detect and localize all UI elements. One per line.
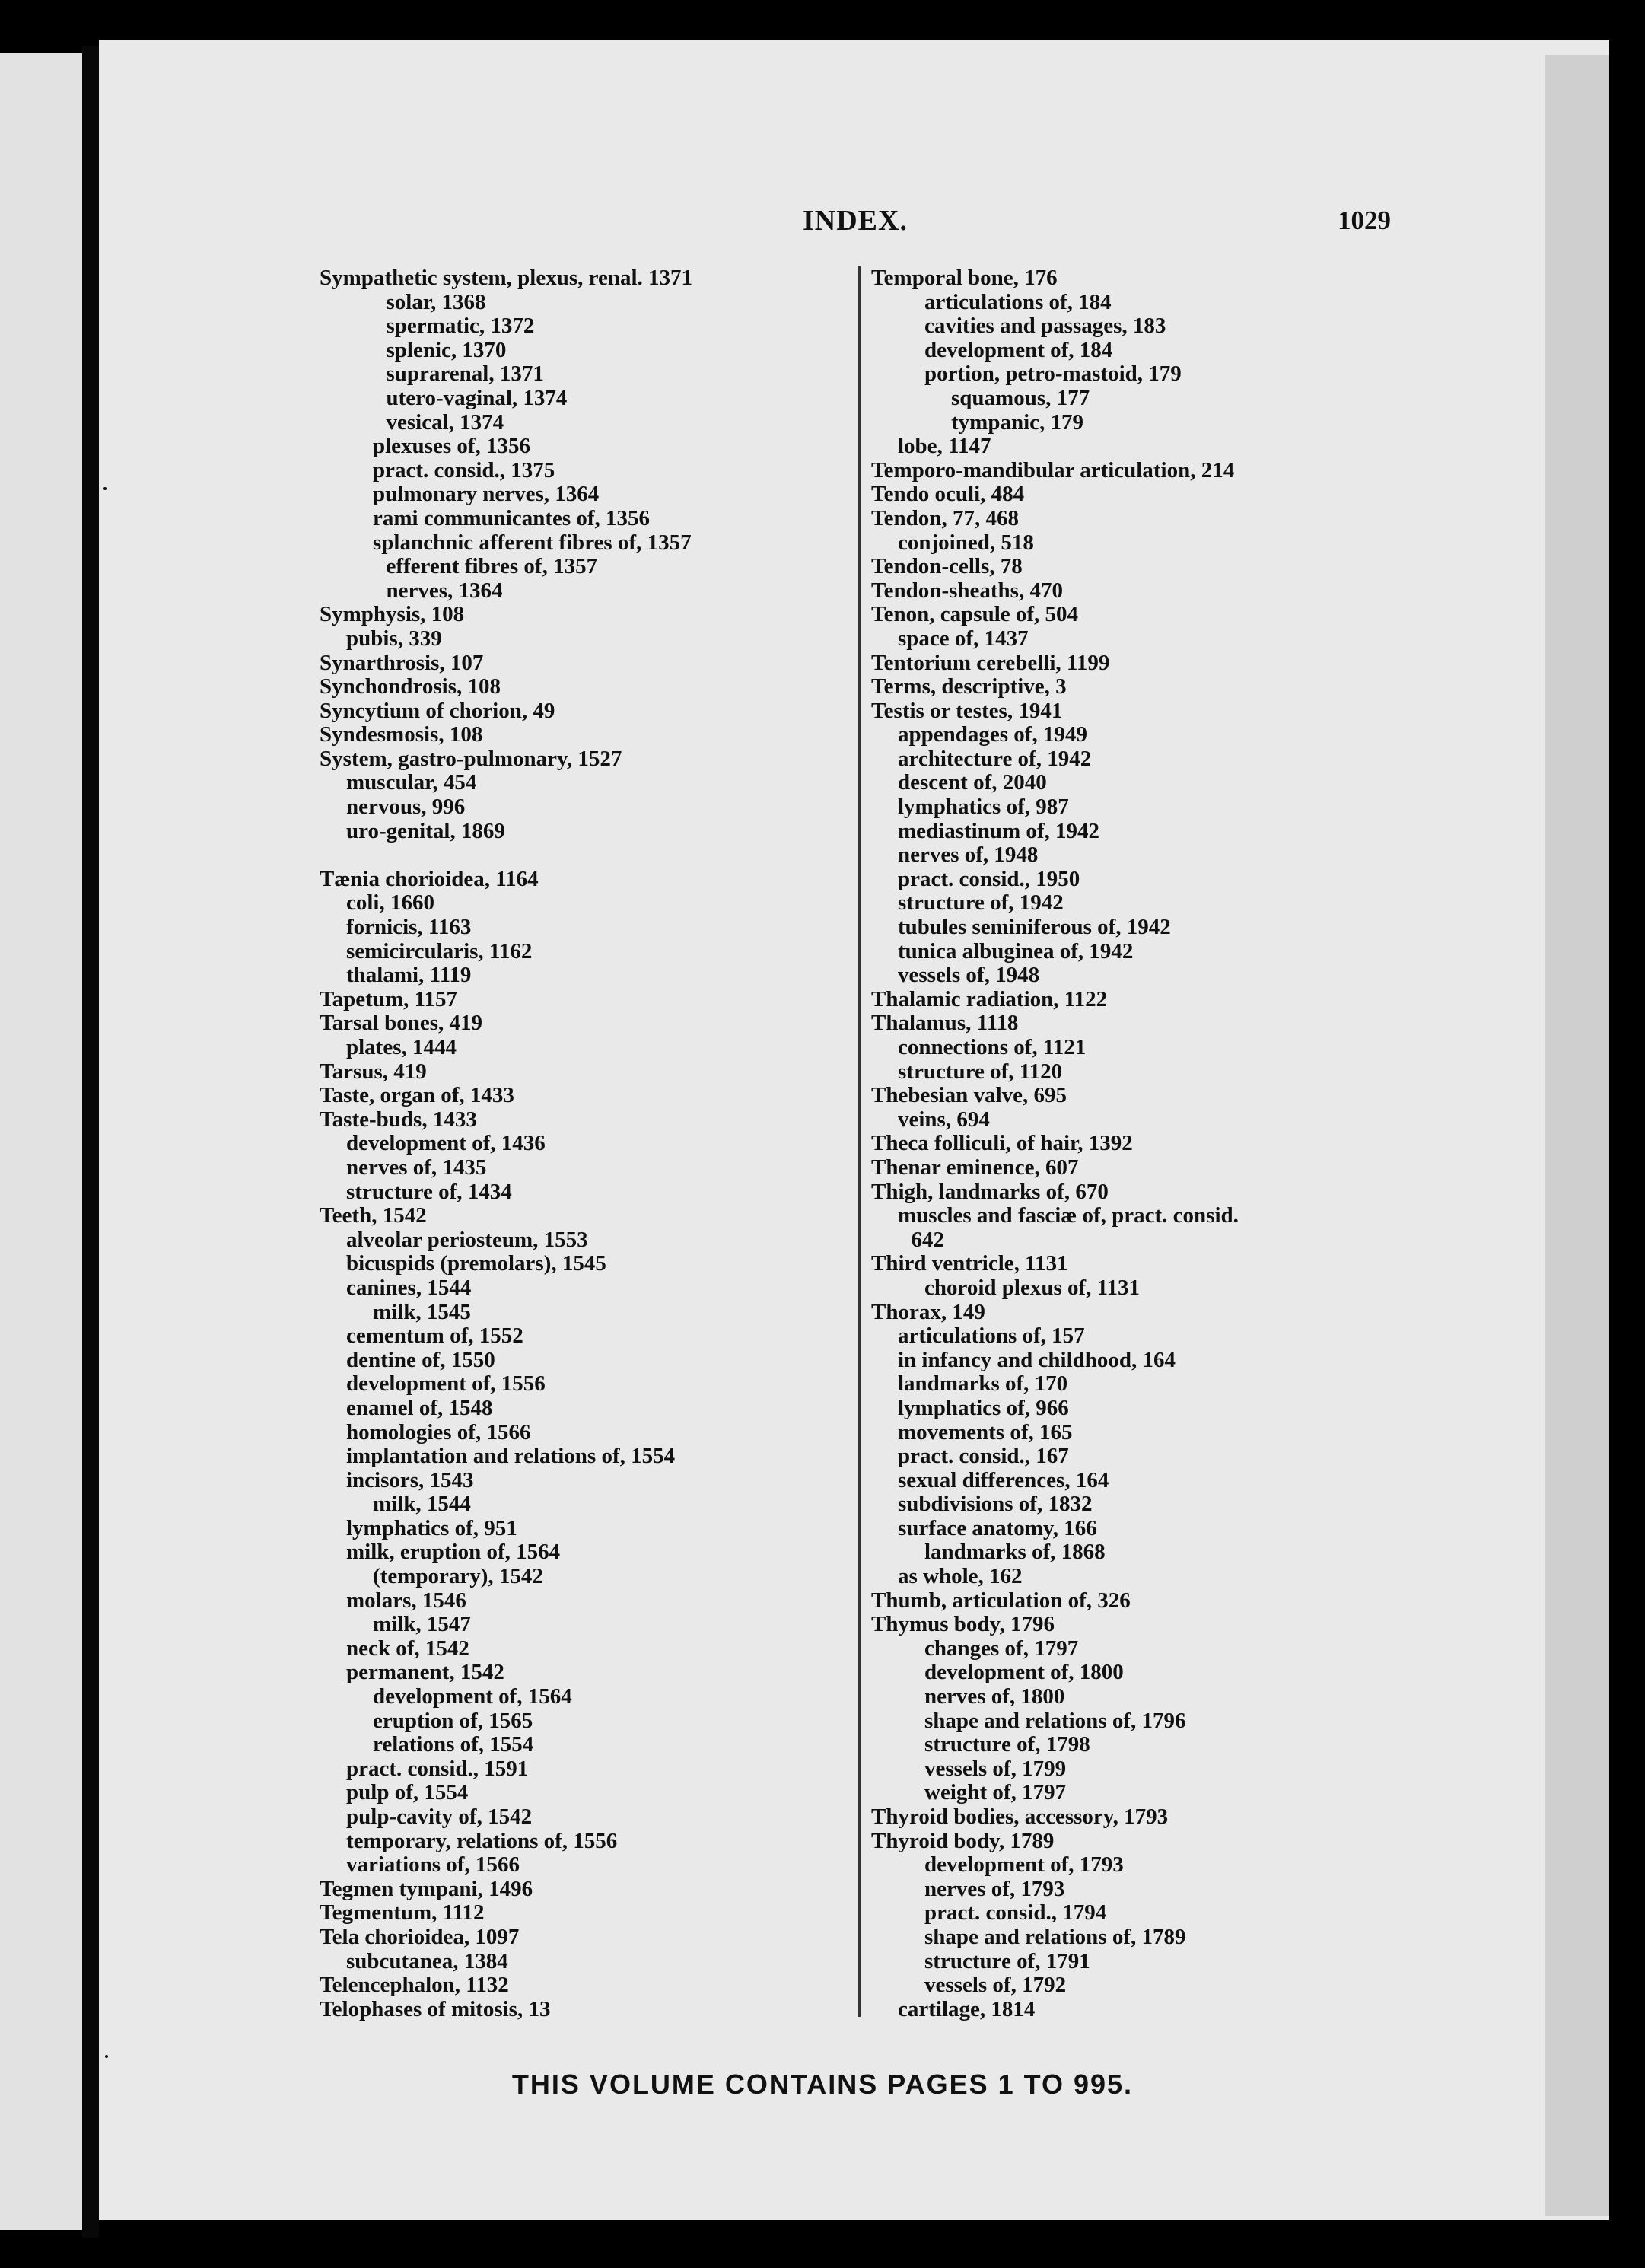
- index-entry: Terms, descriptive, 3: [871, 674, 1067, 699]
- index-entry: in infancy and childhood, 164: [898, 1347, 1176, 1372]
- index-entry: System, gastro-pulmonary, 1527: [320, 746, 622, 771]
- index-entry: uro-genital, 1869: [346, 818, 505, 843]
- index-entry: molars, 1546: [346, 1588, 466, 1613]
- index-entry: semicircularis, 1162: [346, 938, 533, 964]
- scan-speck: [103, 487, 107, 490]
- index-entry: articulations of, 157: [898, 1324, 1085, 1349]
- index-entry: pract. consid., 1375: [373, 457, 555, 483]
- index-entry: Telencephalon, 1132: [320, 1973, 509, 1998]
- index-entry: rami communicantes of, 1356: [373, 505, 651, 530]
- index-entry: milk, 1544: [373, 1492, 471, 1517]
- index-entry: variations of, 1566: [346, 1852, 520, 1878]
- index-entry: Tenon, capsule of, 504: [871, 602, 1079, 627]
- index-entry: efferent fibres of, 1357: [386, 554, 598, 579]
- index-entry: relations of, 1554: [373, 1732, 534, 1757]
- index-entry: Tænia chorioidea, 1164: [320, 866, 539, 891]
- index-entry: cementum of, 1552: [346, 1324, 523, 1349]
- index-entry: permanent, 1542: [346, 1660, 504, 1685]
- index-entry: Thumb, articulation of, 326: [871, 1588, 1131, 1613]
- index-entry: architecture of, 1942: [898, 746, 1092, 771]
- index-entry: enamel of, 1548: [346, 1395, 493, 1420]
- index-entry: landmarks of, 1868: [924, 1540, 1106, 1565]
- index-entry: surface anatomy, 166: [898, 1515, 1097, 1540]
- index-entry: subcutanea, 1384: [346, 1948, 508, 1973]
- index-entry: nerves of, 1948: [898, 843, 1039, 868]
- book-gutter: [82, 46, 99, 2238]
- index-entry: splanchnic afferent fibres of, 1357: [373, 530, 692, 555]
- index-entry: Tela chorioidea, 1097: [320, 1924, 520, 1949]
- index-entry: neck of, 1542: [346, 1636, 469, 1661]
- index-entry: tunica albuginea of, 1942: [898, 938, 1134, 964]
- index-entry: lobe, 1147: [898, 434, 991, 459]
- index-entry: milk, 1545: [373, 1299, 471, 1324]
- index-entry: development of, 1564: [373, 1684, 572, 1709]
- index-entry: Thalamus, 1118: [871, 1011, 1019, 1036]
- index-entry: choroid plexus of, 1131: [924, 1275, 1141, 1300]
- index-entry: bicuspids (premolars), 1545: [346, 1251, 606, 1276]
- index-entry: pulmonary nerves, 1364: [373, 482, 600, 507]
- index-entry: subdivisions of, 1832: [898, 1492, 1093, 1517]
- index-entry: changes of, 1797: [924, 1636, 1079, 1661]
- index-entry: spermatic, 1372: [386, 314, 535, 339]
- index-entry: Teeth, 1542: [320, 1203, 427, 1228]
- index-entry: nervous, 996: [346, 795, 466, 820]
- index-entry: cartilage, 1814: [898, 1996, 1036, 2021]
- index-entry: vessels of, 1799: [924, 1756, 1067, 1781]
- index-entry: Synchondrosis, 108: [320, 674, 501, 699]
- index-entry: Tegmen tympani, 1496: [320, 1876, 533, 1901]
- index-entry: splenic, 1370: [386, 337, 507, 362]
- index-entry: tympanic, 179: [951, 409, 1083, 435]
- index-entry: mediastinum of, 1942: [898, 818, 1100, 843]
- index-entry: Taste, organ of, 1433: [320, 1083, 514, 1108]
- index-entry: Tarsal bones, 419: [320, 1011, 483, 1036]
- index-entry: pract. consid., 1591: [346, 1756, 529, 1781]
- index-entry: vesical, 1374: [386, 409, 504, 435]
- index-entry: eruption of, 1565: [373, 1708, 533, 1733]
- index-entry: canines, 1544: [346, 1275, 472, 1300]
- index-entry: space of, 1437: [898, 626, 1029, 651]
- index-spacer: [320, 843, 837, 868]
- volume-note: THIS VOLUME CONTAINS PAGES 1 TO 995.: [511, 2069, 1134, 2100]
- index-entry: pract. consid., 1794: [924, 1900, 1107, 1926]
- index-entry: Testis or testes, 1941: [871, 698, 1063, 723]
- index-entry: milk, 1547: [373, 1612, 471, 1637]
- index-entry: fornicis, 1163: [346, 915, 472, 940]
- index-entry: Tegmentum, 1112: [320, 1900, 485, 1926]
- index-entry: Temporo-mandibular articulation, 214: [871, 457, 1235, 483]
- index-entry: plexuses of, 1356: [373, 434, 531, 459]
- index-entry: Thyroid body, 1789: [871, 1828, 1055, 1853]
- index-entry: portion, petro-mastoid, 179: [924, 362, 1182, 387]
- scan-speck: [105, 2055, 108, 2058]
- index-entry: descent of, 2040: [898, 770, 1047, 795]
- index-entry: utero-vaginal, 1374: [386, 385, 568, 410]
- index-entry: development of, 1436: [346, 1131, 546, 1156]
- index-entry: appendages of, 1949: [898, 722, 1087, 747]
- index-entry: Temporal bone, 176: [871, 266, 1058, 290]
- index-entry: development of, 184: [924, 337, 1113, 362]
- index-entry: nerves, 1364: [386, 578, 503, 603]
- adjacent-page-edge: [0, 53, 85, 2230]
- index-entry: thalami, 1119: [346, 963, 472, 988]
- index-entry: veins, 694: [898, 1107, 990, 1132]
- index-entry: pulp-cavity of, 1542: [346, 1805, 533, 1829]
- index-entry: cavities and passages, 183: [924, 314, 1166, 339]
- page-shadow-edge: [1545, 55, 1609, 2216]
- index-entry: Thebesian valve, 695: [871, 1083, 1067, 1108]
- index-entry: Thorax, 149: [871, 1299, 985, 1324]
- index-entry: nerves of, 1793: [924, 1876, 1065, 1901]
- index-entry: milk, eruption of, 1564: [346, 1540, 561, 1565]
- index-entry: squamous, 177: [951, 385, 1090, 410]
- index-entry: Sympathetic system, plexus, renal. 1371: [320, 266, 693, 290]
- index-entry: movements of, 165: [898, 1419, 1073, 1445]
- index-entry: weight of, 1797: [924, 1780, 1067, 1805]
- index-entry: Tendo oculi, 484: [871, 482, 1025, 507]
- index-entry: Tendon, 77, 468: [871, 505, 1019, 530]
- index-entry: Thymus body, 1796: [871, 1612, 1055, 1637]
- index-entry: muscles and fasciæ of, pract. consid.: [898, 1203, 1239, 1228]
- index-entry: nerves of, 1800: [924, 1684, 1065, 1709]
- index-entry: structure of, 1942: [898, 890, 1064, 916]
- index-entry: pulp of, 1554: [346, 1780, 469, 1805]
- index-entry: alveolar periosteum, 1553: [346, 1227, 588, 1252]
- index-entry: vessels of, 1792: [924, 1973, 1067, 1998]
- index-entry: conjoined, 518: [898, 530, 1034, 555]
- page-number: 1029: [1338, 205, 1391, 235]
- index-entry: Syncytium of chorion, 49: [320, 698, 555, 723]
- index-entry: structure of, 1120: [898, 1059, 1063, 1084]
- index-entry: Tendon-sheaths, 470: [871, 578, 1063, 603]
- index-entry: temporary, relations of, 1556: [346, 1828, 618, 1853]
- index-entry: implantation and relations of, 1554: [346, 1444, 676, 1469]
- index-entry: development of, 1556: [346, 1371, 546, 1397]
- index-entry: homologies of, 1566: [346, 1419, 531, 1445]
- index-entry: Symphysis, 108: [320, 602, 465, 627]
- index-entry: structure of, 1791: [924, 1948, 1090, 1973]
- index-entry: lymphatics of, 987: [898, 795, 1069, 820]
- index-entry: shape and relations of, 1796: [924, 1708, 1186, 1733]
- index-entry: shape and relations of, 1789: [924, 1924, 1186, 1949]
- index-entry: Tendon-cells, 78: [871, 554, 1023, 579]
- index-entry: Third ventricle, 1131: [871, 1251, 1068, 1276]
- index-entry: Tapetum, 1157: [320, 986, 458, 1011]
- index-entry: nerves of, 1435: [346, 1155, 487, 1180]
- index-entry: Thigh, landmarks of, 670: [871, 1179, 1109, 1204]
- page-title: INDEX.: [803, 205, 908, 237]
- index-entry: pract. consid., 167: [898, 1444, 1069, 1469]
- index-entry: structure of, 1434: [346, 1179, 512, 1204]
- index-entry: landmarks of, 170: [898, 1371, 1068, 1397]
- index-entry: Tentorium cerebelli, 1199: [871, 650, 1110, 675]
- index-entry: tubules seminiferous of, 1942: [898, 915, 1171, 940]
- index-column-left: [320, 266, 837, 2021]
- index-entry: Thyroid bodies, accessory, 1793: [871, 1805, 1169, 1829]
- index-column-right: [871, 266, 1449, 2021]
- index-entry: coli, 1660: [346, 890, 434, 916]
- index-entry: pubis, 339: [346, 626, 442, 651]
- index-entry: Telophases of mitosis, 13: [320, 1996, 551, 2021]
- index-entry: Synarthrosis, 107: [320, 650, 484, 675]
- index-entry: dentine of, 1550: [346, 1347, 495, 1372]
- index-entry: (temporary), 1542: [373, 1564, 543, 1589]
- index-entry: sexual differences, 164: [898, 1467, 1109, 1492]
- index-entry: Tarsus, 419: [320, 1059, 427, 1084]
- index-entry: Thenar eminence, 607: [871, 1155, 1079, 1180]
- index-entry: connections of, 1121: [898, 1035, 1087, 1059]
- index-entry: muscular, 454: [346, 770, 477, 795]
- index-entry: incisors, 1543: [346, 1467, 474, 1492]
- index-entry: suprarenal, 1371: [386, 362, 544, 387]
- index-entry: Thalamic radiation, 1122: [871, 986, 1108, 1011]
- index-entry: structure of, 1798: [924, 1732, 1090, 1757]
- index-entry: vessels of, 1948: [898, 963, 1040, 988]
- index-entry: 642: [911, 1227, 944, 1252]
- index-entry: Syndesmosis, 108: [320, 722, 483, 747]
- index-entry: solar, 1368: [386, 289, 486, 314]
- index-entry: Theca folliculi, of hair, 1392: [871, 1131, 1133, 1156]
- index-entry: development of, 1800: [924, 1660, 1124, 1685]
- index-entry: as whole, 162: [898, 1564, 1023, 1589]
- index-entry: lymphatics of, 951: [346, 1515, 517, 1540]
- index-entry: articulations of, 184: [924, 289, 1112, 314]
- column-divider: [858, 266, 861, 2017]
- index-entry: development of, 1793: [924, 1852, 1124, 1878]
- index-entry: pract. consid., 1950: [898, 866, 1080, 891]
- index-entry: lymphatics of, 966: [898, 1395, 1069, 1420]
- index-entry: plates, 1444: [346, 1035, 457, 1059]
- index-entry: Taste-buds, 1433: [320, 1107, 477, 1132]
